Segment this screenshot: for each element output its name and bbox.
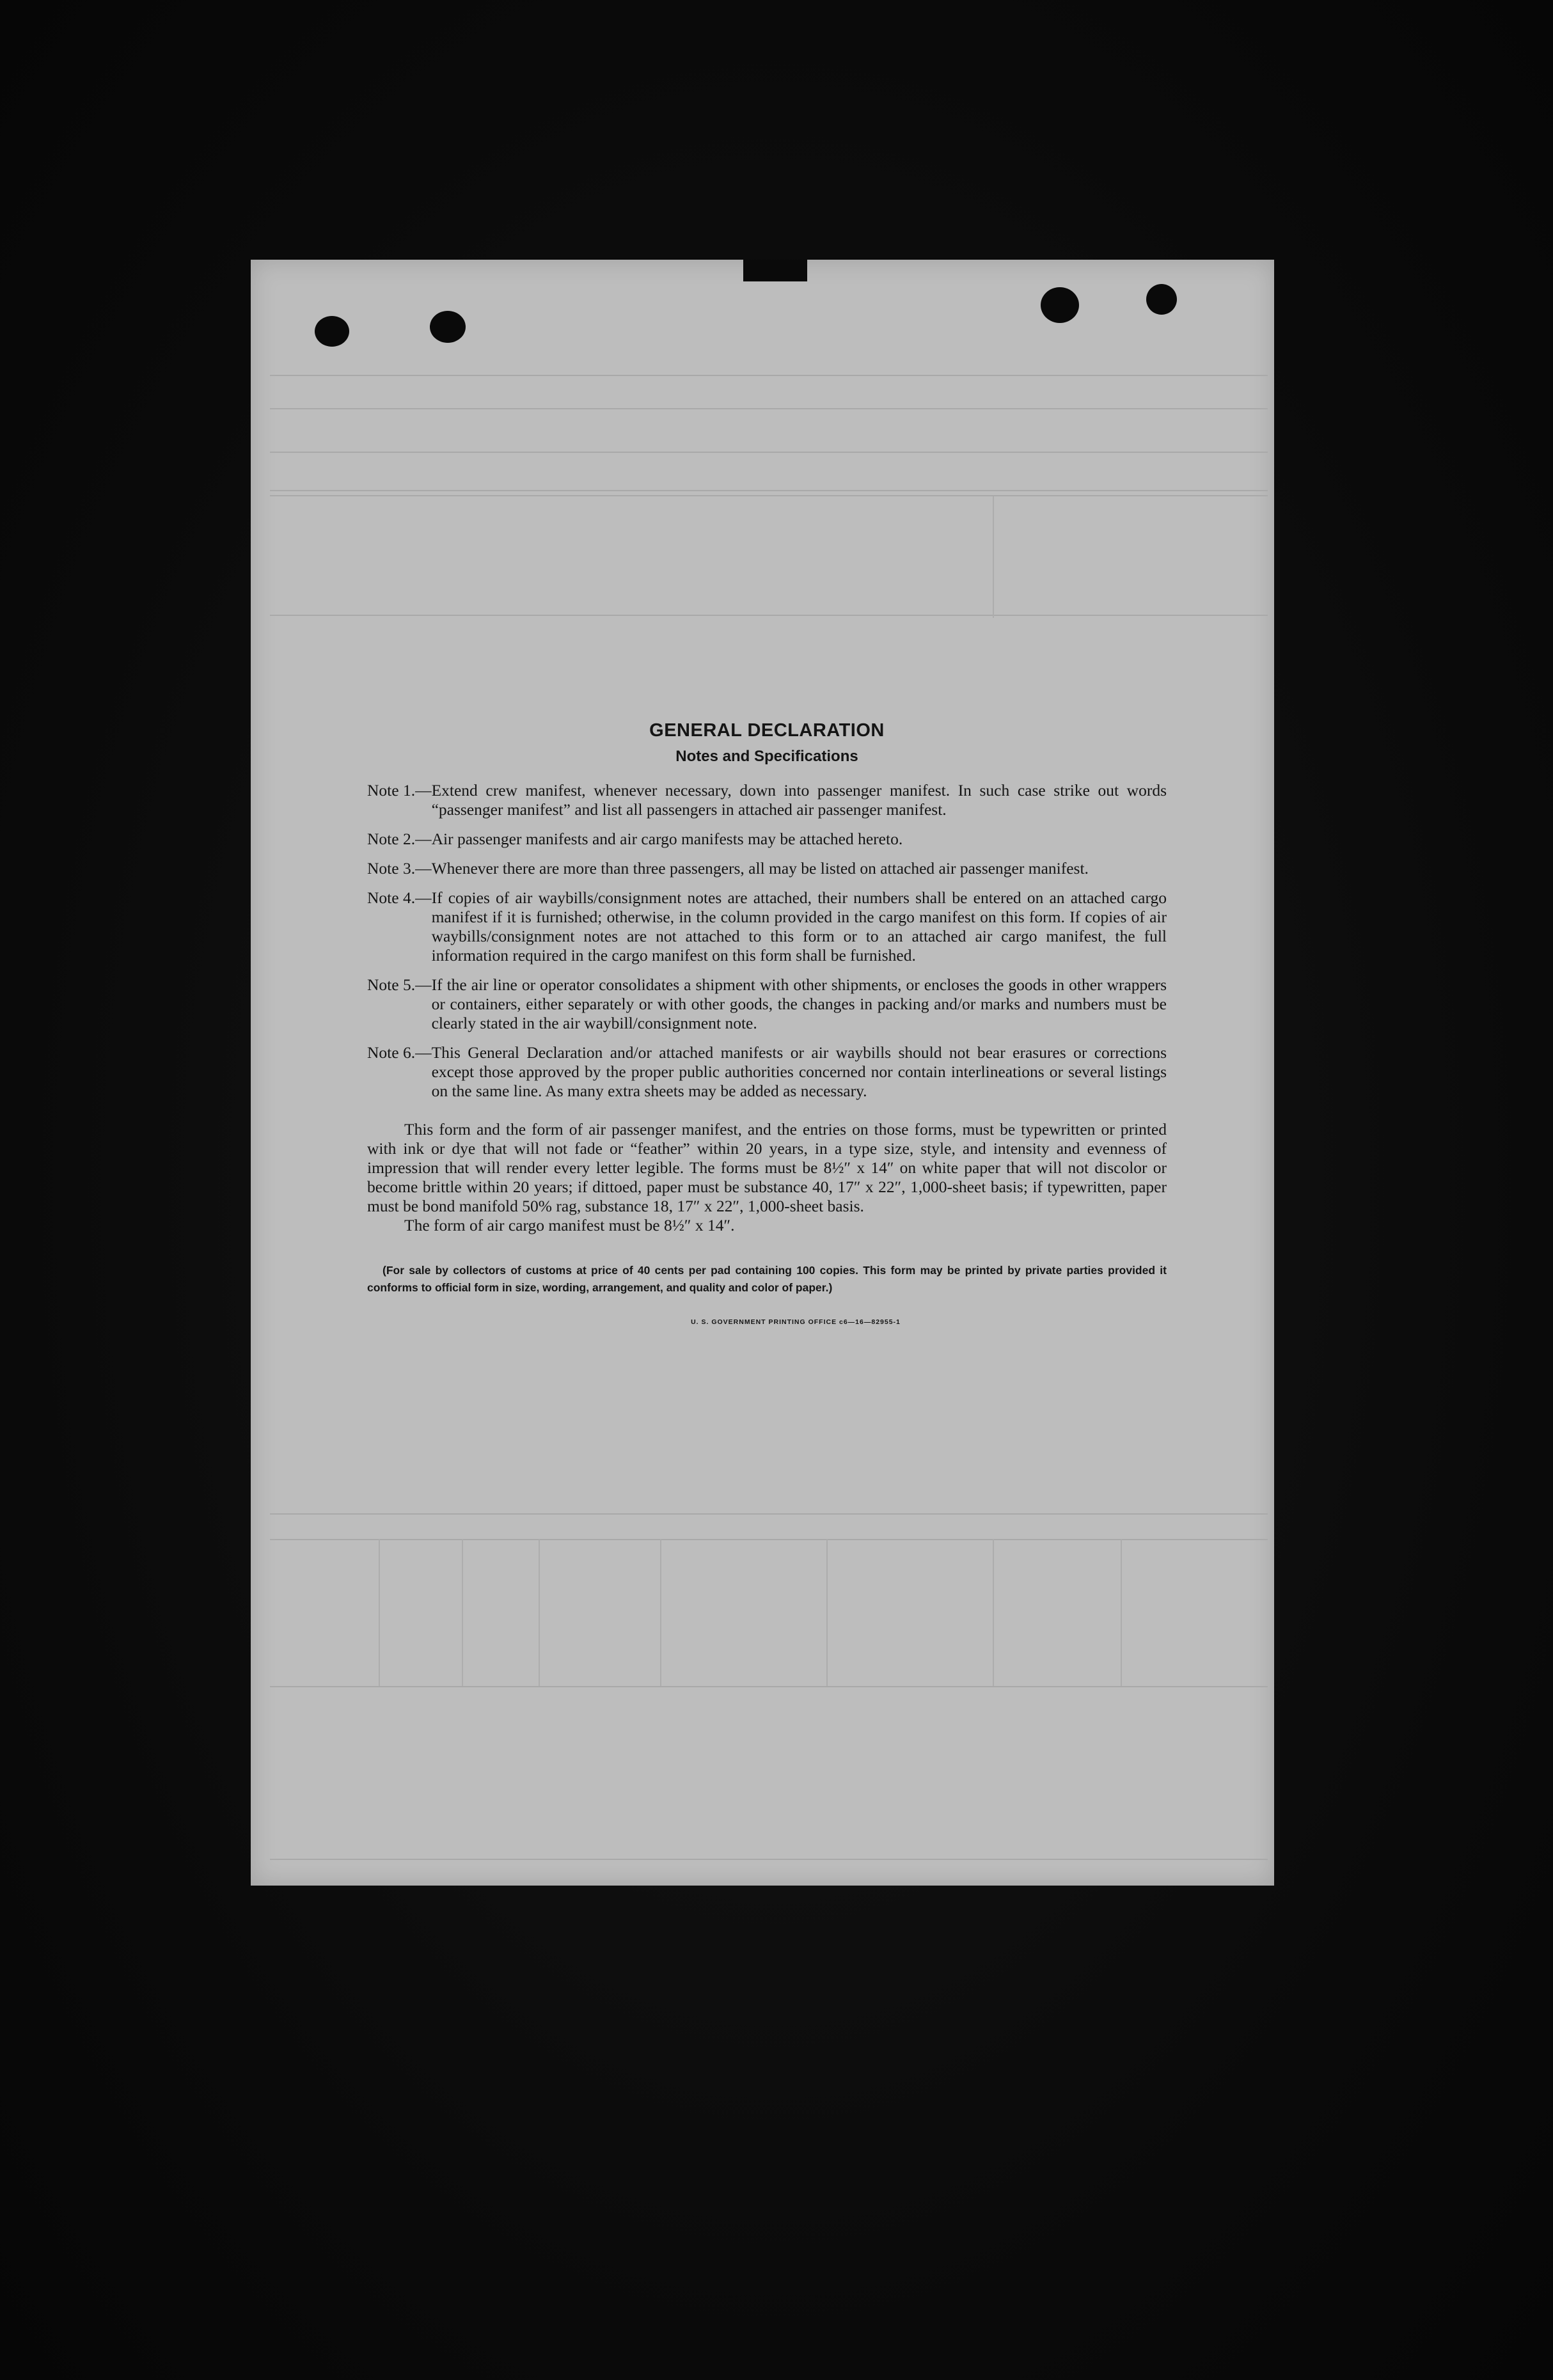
page-subtitle: Notes and Specifications xyxy=(675,748,858,765)
cargo-form-size: The form of air cargo manifest must be 8½″ x 14″. xyxy=(404,1216,735,1234)
document-page xyxy=(251,260,1274,1886)
note-text: Extend crew manifest, whenever necessary, down into passenger manifest. In such case strike out words “passenger manifest” and list all passengers in attached air passenger manifest. xyxy=(431,781,1167,819)
note-2: Note 2. — Air passenger manifests and air cargo manifests may be attached hereto. xyxy=(367,830,1167,849)
punch-hole xyxy=(315,316,349,347)
note-text: If the air line or operator consolidates a shipment with other shipments, or encloses the goods in other wrappers or containers, either separately or with other goods, the changes in packing and/or marks and numbers must be clearly stated in the air waybill/consignment note. xyxy=(431,975,1167,1032)
note-text: Whenever there are more than three passengers, all may be listed on attached air passenger manifest. xyxy=(431,859,1089,878)
note-label: Note 1. xyxy=(367,781,416,800)
page-title: GENERAL DECLARATION xyxy=(649,720,885,741)
page-notch xyxy=(743,260,807,281)
sale-notice: (For sale by collectors of customs at price of 40 cents per pad containing 100 copies. This form may be printed by private parties provided it conforms to official form in size, wording, arrangement, and quality and color of paper.) xyxy=(367,1264,1167,1294)
note-label: Note 2. xyxy=(367,830,416,848)
paper-specification-paragraph: This form and the form of air passenger manifest, and the entries on those forms, must be typewritten or printed with ink or dye that will not fade or “feather” within 20 years, in a type size, style, and intensity and evenness of impression that will render every letter legible. The forms must be 8½″ x 14″ on white paper that will not discolor or become brittle within 20 years; if dittoed, paper must be substance 40, 17″ x 22″, 1,000-sheet basis; if typewritten, paper must be bond manifold 50% rag, substance 18, 17″ x 22″, 1,000-sheet basis. xyxy=(367,1120,1167,1215)
note-label: Note 4. xyxy=(367,888,416,907)
note-label: Note 5. xyxy=(367,975,416,994)
note-text: Air passenger manifests and air cargo manifests may be attached hereto. xyxy=(431,830,903,848)
note-label: Note 3. xyxy=(367,859,416,878)
punch-hole xyxy=(430,311,466,343)
printer-imprint: U. S. GOVERNMENT PRINTING OFFICE c6—16—82955-1 xyxy=(691,1318,901,1326)
note-3: Note 3. — Whenever there are more than three passengers, all may be listed on attached air passenger manifest. xyxy=(367,859,1167,878)
notes-section xyxy=(367,720,1167,1326)
note-label: Note 6. xyxy=(367,1043,416,1062)
punch-hole xyxy=(1146,284,1177,315)
note-1: Note 1. — Extend crew manifest, whenever necessary, down into passenger manifest. In such case strike out words “passenger manifest” and list all passengers in attached air passenger manifest. xyxy=(367,781,1167,819)
punch-hole xyxy=(1041,287,1079,323)
note-4: Note 4. — If copies of air waybills/consignment notes are attached, their numbers shall be entered on an attached cargo manifest if it is furnished; otherwise, in the column provided in the cargo manifest on this form. If copies of air waybills/consignment notes are not attached to this form or to an attached air cargo manifest, the full information required in the cargo manifest on this form shall be furnished. xyxy=(367,888,1167,965)
note-6: Note 6. — This General Declaration and/or attached manifests or air waybills should not bear erasures or corrections except those approved by the proper public authorities concerned nor contain interlineations or several listings on the same line. As many extra sheets may be added as necessary. xyxy=(367,1043,1167,1100)
note-5: Note 5. — If the air line or operator consolidates a shipment with other shipments, or encloses the goods in other wrappers or containers, either separately or with other goods, the changes in packing and/or marks and numbers must be clearly stated in the air waybill/consignment note. xyxy=(367,975,1167,1032)
note-text: This General Declaration and/or attached manifests or air waybills should not bear erasures or corrections except those approved by the proper public authorities concerned nor contain interlineations or several listings on the same line. As many extra sheets may be added as necessary. xyxy=(431,1043,1167,1100)
note-text: If copies of air waybills/consignment notes are attached, their numbers shall be entered on an attached cargo manifest if it is furnished; otherwise, in the column provided in the cargo manifest on this form. If copies of air waybills/consignment notes are not attached to this form or to an attached air cargo manifest, the full information required in the cargo manifest on this form shall be furnished. xyxy=(431,888,1167,965)
